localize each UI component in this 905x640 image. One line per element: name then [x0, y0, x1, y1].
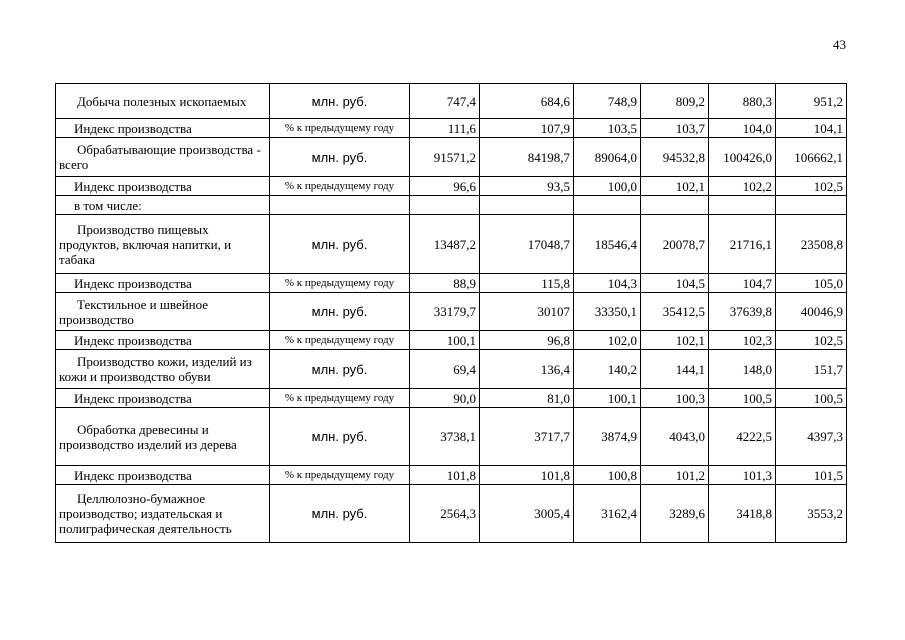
row-value: 3553,2 — [776, 485, 847, 543]
row-value: 951,2 — [776, 84, 847, 119]
row-value: 140,2 — [574, 350, 641, 389]
row-value: 747,4 — [410, 84, 480, 119]
row-value: 96,8 — [480, 331, 574, 350]
row-value — [480, 196, 574, 215]
row-value: 104,0 — [709, 119, 776, 138]
table-body — [56, 84, 847, 543]
row-value: 136,4 — [480, 350, 574, 389]
page-number: 43 — [833, 37, 846, 52]
row-value: 21716,1 — [709, 215, 776, 274]
table-row — [56, 177, 847, 196]
row-value: 3162,4 — [574, 485, 641, 543]
row-name: Индекс производства — [56, 466, 270, 485]
row-name: Индекс производства — [56, 389, 270, 408]
row-value: 101,8 — [480, 466, 574, 485]
row-value: 3717,7 — [480, 408, 574, 466]
table-row — [56, 84, 847, 119]
row-value: 105,0 — [776, 274, 847, 293]
row-value: 104,5 — [641, 274, 709, 293]
table-row — [56, 293, 847, 331]
table-row — [56, 196, 847, 215]
row-value: 115,8 — [480, 274, 574, 293]
row-value: 102,5 — [776, 177, 847, 196]
row-unit: млн. руб. — [270, 350, 410, 389]
row-name: Текстильное и швейное производство — [56, 293, 270, 331]
row-unit: млн. руб. — [270, 293, 410, 331]
row-unit: % к предыдущему году — [270, 119, 410, 138]
row-value: 18546,4 — [574, 215, 641, 274]
row-value: 93,5 — [480, 177, 574, 196]
row-value: 748,9 — [574, 84, 641, 119]
row-value: 20078,7 — [641, 215, 709, 274]
row-value: 100426,0 — [709, 138, 776, 177]
row-value: 23508,8 — [776, 215, 847, 274]
row-value: 3005,4 — [480, 485, 574, 543]
row-value: 89064,0 — [574, 138, 641, 177]
row-value: 4222,5 — [709, 408, 776, 466]
row-name: Производство кожи, изделий из кожи и производство обуви — [56, 350, 270, 389]
row-unit: млн. руб. — [270, 485, 410, 543]
row-value: 100,5 — [776, 389, 847, 408]
row-unit: % к предыдущему году — [270, 331, 410, 350]
row-unit: млн. руб. — [270, 138, 410, 177]
row-value: 104,7 — [709, 274, 776, 293]
row-name: Обрабатывающие производства - всего — [56, 138, 270, 177]
row-value: 102,1 — [641, 177, 709, 196]
row-value: 84198,7 — [480, 138, 574, 177]
row-unit: % к предыдущему году — [270, 177, 410, 196]
row-value: 111,6 — [410, 119, 480, 138]
row-value: 104,3 — [574, 274, 641, 293]
row-value: 100,3 — [641, 389, 709, 408]
row-unit: % к предыдущему году — [270, 274, 410, 293]
row-name: Целлюлозно-бумажное производство; издательская и полиграфическая деятельность — [56, 485, 270, 543]
row-name: Обработка древесины и производство изделий из дерева — [56, 408, 270, 466]
row-value — [410, 196, 480, 215]
table-row — [56, 485, 847, 543]
table-row — [56, 274, 847, 293]
row-value: 100,5 — [709, 389, 776, 408]
row-name: Индекс производства — [56, 331, 270, 350]
row-value: 3418,8 — [709, 485, 776, 543]
row-value: 148,0 — [709, 350, 776, 389]
row-value: 33179,7 — [410, 293, 480, 331]
row-value: 91571,2 — [410, 138, 480, 177]
statistics-table — [55, 83, 847, 543]
row-name: Производство пищевых продуктов, включая напитки, и табака — [56, 215, 270, 274]
row-value: 880,3 — [709, 84, 776, 119]
row-value — [574, 196, 641, 215]
table-row — [56, 215, 847, 274]
row-value: 107,9 — [480, 119, 574, 138]
row-value: 102,0 — [574, 331, 641, 350]
row-unit: % к предыдущему году — [270, 466, 410, 485]
row-unit: млн. руб. — [270, 408, 410, 466]
row-value: 2564,3 — [410, 485, 480, 543]
row-value: 101,5 — [776, 466, 847, 485]
row-unit: % к предыдущему году — [270, 389, 410, 408]
row-value: 3874,9 — [574, 408, 641, 466]
table-row — [56, 138, 847, 177]
row-value: 37639,8 — [709, 293, 776, 331]
row-name: Индекс производства — [56, 177, 270, 196]
table-row — [56, 389, 847, 408]
row-value: 144,1 — [641, 350, 709, 389]
row-value: 69,4 — [410, 350, 480, 389]
row-value: 102,1 — [641, 331, 709, 350]
row-value: 90,0 — [410, 389, 480, 408]
row-value: 103,7 — [641, 119, 709, 138]
row-value: 151,7 — [776, 350, 847, 389]
row-value: 102,2 — [709, 177, 776, 196]
row-unit: млн. руб. — [270, 215, 410, 274]
row-value: 40046,9 — [776, 293, 847, 331]
row-value: 81,0 — [480, 389, 574, 408]
row-value: 30107 — [480, 293, 574, 331]
row-value: 100,1 — [410, 331, 480, 350]
row-value: 100,1 — [574, 389, 641, 408]
row-name: Индекс производства — [56, 274, 270, 293]
row-value: 17048,7 — [480, 215, 574, 274]
row-value: 13487,2 — [410, 215, 480, 274]
table-row — [56, 119, 847, 138]
row-value — [709, 196, 776, 215]
row-value: 102,5 — [776, 331, 847, 350]
row-value: 4043,0 — [641, 408, 709, 466]
row-value: 96,6 — [410, 177, 480, 196]
row-unit: млн. руб. — [270, 84, 410, 119]
row-name: Индекс производства — [56, 119, 270, 138]
row-value: 100,0 — [574, 177, 641, 196]
row-value — [776, 196, 847, 215]
row-value: 104,1 — [776, 119, 847, 138]
row-value: 3738,1 — [410, 408, 480, 466]
row-value: 106662,1 — [776, 138, 847, 177]
row-unit — [270, 196, 410, 215]
row-value: 100,8 — [574, 466, 641, 485]
table-row — [56, 466, 847, 485]
row-value: 101,3 — [709, 466, 776, 485]
row-value: 101,2 — [641, 466, 709, 485]
table-row — [56, 408, 847, 466]
row-value: 684,6 — [480, 84, 574, 119]
row-value: 809,2 — [641, 84, 709, 119]
row-value: 94532,8 — [641, 138, 709, 177]
table-row — [56, 350, 847, 389]
row-name: в том числе: — [56, 196, 270, 215]
row-name: Добыча полезных ископаемых — [56, 84, 270, 119]
row-value: 4397,3 — [776, 408, 847, 466]
table-row — [56, 331, 847, 350]
row-value: 101,8 — [410, 466, 480, 485]
row-value: 103,5 — [574, 119, 641, 138]
row-value: 35412,5 — [641, 293, 709, 331]
row-value: 3289,6 — [641, 485, 709, 543]
row-value: 88,9 — [410, 274, 480, 293]
row-value: 33350,1 — [574, 293, 641, 331]
row-value — [641, 196, 709, 215]
row-value: 102,3 — [709, 331, 776, 350]
